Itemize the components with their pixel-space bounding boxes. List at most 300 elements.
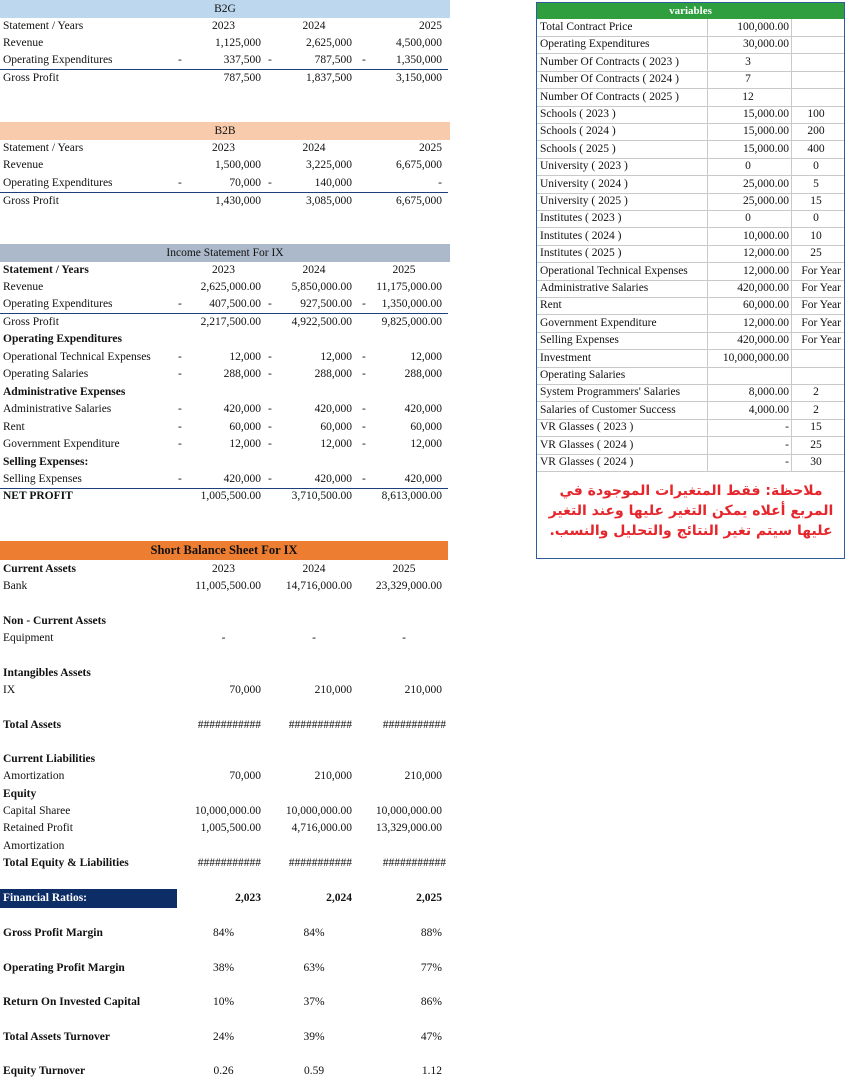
cell-2024: 140,000 (314, 177, 352, 189)
ratio-year-2023: 2,023 (235, 892, 261, 904)
row-label: Total Assets (3, 719, 62, 731)
variable-extra[interactable]: 25 (810, 247, 822, 259)
row-label: Rent (3, 421, 25, 433)
variable-row (537, 367, 844, 384)
cell-2023: 70,000 (229, 770, 261, 782)
variable-extra[interactable]: 5 (813, 178, 819, 190)
row-label: Amortization (3, 840, 65, 852)
variable-row (537, 350, 844, 367)
ratio-row (0, 994, 450, 1011)
income-header-row (0, 262, 450, 279)
variable-value[interactable]: 10,000.00 (743, 230, 789, 242)
income-row (0, 296, 450, 313)
variable-label: VR Glasses ( 2024 ) (540, 456, 634, 468)
cell-2025: 60,000 (410, 421, 442, 433)
variable-label: Operating Salaries (540, 369, 626, 381)
variables-title: variables (669, 5, 712, 17)
income-row (0, 349, 450, 366)
b2g-header-label: Statement / Years (3, 20, 84, 32)
cell-2023: 11,005,500.00 (195, 580, 261, 592)
b2g-row-gross-profit (0, 70, 450, 87)
b2g-header-row (0, 18, 450, 35)
cell-2025: ########### (382, 719, 446, 731)
income-row (0, 436, 450, 453)
variable-row (537, 437, 844, 454)
variable-row (537, 263, 844, 280)
variable-row (537, 141, 844, 158)
b2b-row-gross-profit (0, 193, 450, 210)
variable-value[interactable]: 7 (745, 73, 751, 85)
b2b-header-label: Statement / Years (3, 142, 84, 154)
variable-label: Operational Technical Expenses (540, 265, 688, 277)
variable-row (537, 245, 844, 262)
balance-row-total-assets (0, 717, 450, 734)
cell-2024: ########### (288, 857, 352, 869)
variable-value[interactable]: 15,000.00 (743, 108, 789, 120)
neg-sign: - (178, 438, 182, 450)
ratio-label: Total Assets Turnover (3, 1031, 110, 1043)
cell-2024: 4,716,000.00 (291, 822, 352, 834)
variable-extra[interactable]: 30 (810, 456, 822, 468)
cell-2025: 12,000 (410, 438, 442, 450)
cell-2023: 10% (212, 996, 235, 1008)
cell-2025: - (438, 177, 442, 189)
neg-sign: - (178, 298, 182, 310)
income-year-2023: 2023 (212, 264, 235, 276)
cell-2024: 2,625,000 (306, 37, 352, 49)
variable-row (537, 71, 844, 88)
variable-row (537, 176, 844, 193)
variable-row (537, 123, 844, 140)
variable-label: Total Contract Price (540, 21, 633, 33)
variable-row (537, 36, 844, 53)
cell-2023: 70,000 (229, 684, 261, 696)
ratio-row (0, 1029, 450, 1046)
cell-2024: 10,000,000.00 (285, 805, 352, 817)
neg-sign: - (178, 177, 182, 189)
cell-2025: 420,000 (404, 473, 442, 485)
row-label: IX (3, 684, 16, 696)
variable-gridline (537, 471, 844, 472)
row-label: Operational Technical Expenses (3, 351, 151, 363)
cell-2025: 6,675,000 (396, 195, 442, 207)
non-current-assets-label: Non - Current Assets (3, 615, 106, 627)
neg-sign: - (268, 403, 272, 415)
cell-2025: 3,150,000 (396, 72, 442, 84)
variable-extra[interactable]: 2 (813, 386, 819, 398)
variable-label: Number Of Contracts ( 2023 ) (540, 56, 679, 68)
variable-value[interactable]: 15,000.00 (743, 143, 789, 155)
cell-2025: 11,175,000.00 (376, 281, 442, 293)
variable-label: Selling Expenses (540, 334, 619, 346)
cell-2023: 70,000 (229, 177, 261, 189)
variable-row (537, 210, 844, 227)
neg-sign: - (178, 368, 182, 380)
neg-sign: - (268, 177, 272, 189)
variable-label: Operating Expenditures (540, 38, 650, 50)
ratio-row (0, 925, 450, 942)
cell-2025: 4,500,000 (396, 37, 442, 49)
cell-2024: 927,500.00 (300, 298, 352, 310)
variable-label: Institutes ( 2025 ) (540, 247, 622, 259)
variable-value[interactable]: 0 (745, 212, 751, 224)
neg-sign: - (362, 54, 366, 66)
cell-2023: 84% (212, 927, 235, 939)
b2b-year-2025: 2025 (419, 142, 442, 154)
income-row (0, 384, 450, 401)
cell-2024: 63% (303, 962, 325, 974)
cell-2025: 420,000 (404, 403, 442, 415)
cell-2024: 3,710,500.00 (291, 490, 352, 502)
variable-column-line (791, 19, 792, 471)
balance-title-band (0, 541, 448, 560)
cell-2024: 210,000 (314, 684, 352, 696)
cell-2023: 1,005,500.00 (200, 822, 261, 834)
row-label: Capital Sharee (3, 805, 71, 817)
variable-row (537, 384, 844, 401)
variable-value[interactable]: 25,000.00 (743, 195, 789, 207)
neg-sign: - (178, 473, 182, 485)
variable-label: University ( 2024 ) (540, 178, 628, 190)
neg-sign: - (362, 473, 366, 485)
intangibles-label: Intangibles Assets (3, 667, 91, 679)
variable-extra[interactable]: 200 (807, 125, 825, 137)
variable-extra[interactable]: 2 (813, 404, 819, 416)
cell-2024: 60,000 (320, 421, 352, 433)
ratios-title: Financial Ratios: (3, 892, 88, 904)
income-row (0, 454, 450, 471)
variable-value[interactable]: 30,000.00 (743, 38, 789, 50)
variable-label: Schools ( 2023 ) (540, 108, 616, 120)
variable-extra[interactable]: For Year (801, 299, 841, 311)
variable-extra[interactable]: For Year (801, 265, 841, 277)
row-label: Operating Salaries (3, 368, 89, 380)
variable-row (537, 193, 844, 210)
variable-row (537, 419, 844, 436)
cell-2025: 8,613,000.00 (381, 490, 442, 502)
neg-sign: - (362, 421, 366, 433)
variable-extra[interactable]: 25 (810, 439, 822, 451)
balance-year-2023: 2023 (212, 563, 235, 575)
cell-2023: 10,000,000.00 (194, 805, 261, 817)
neg-sign: - (362, 298, 366, 310)
variable-value[interactable]: 15,000.00 (743, 125, 789, 137)
row-label: Selling Expenses: (3, 456, 89, 468)
variable-extra[interactable]: 0 (813, 160, 819, 172)
variable-row (537, 19, 844, 36)
ratio-row (0, 960, 450, 977)
balance-row-bank (0, 578, 450, 595)
row-label: Administrative Salaries (3, 403, 112, 415)
variable-extra[interactable]: 400 (807, 143, 825, 155)
cell-2023: 2,625,000.00 (200, 281, 261, 293)
cell-2025: 12,000 (410, 351, 442, 363)
cell-2024: 14,716,000.00 (285, 580, 352, 592)
balance-title: Short Balance Sheet For IX (150, 543, 298, 557)
balance-row-equity (0, 786, 450, 803)
variable-value[interactable]: 4,000.00 (748, 404, 789, 416)
income-title: Income Statement For IX (166, 247, 284, 259)
ratio-row (0, 1063, 450, 1080)
variable-row (537, 280, 844, 297)
cell-2024: 12,000 (320, 438, 352, 450)
variable-label: Government Expenditure (540, 317, 657, 329)
cell-2024: 12,000 (320, 351, 352, 363)
ratio-label: Return On Invested Capital (3, 996, 141, 1008)
variable-row (537, 158, 844, 175)
cell-2025: 1,350,000.00 (381, 298, 442, 310)
variables-note: ملاحظة: فقط المتغيرات الموجودة في المربع أعلاه يمكن التغير عليها وعند التغير عليها سيتم تغير النتائج والتحليل والنسب. (548, 483, 834, 539)
variable-extra[interactable]: For Year (801, 282, 841, 294)
variable-value[interactable]: - (785, 421, 789, 433)
cell-2024: 1,837,500 (306, 72, 352, 84)
variable-label: VR Glasses ( 2023 ) (540, 421, 634, 433)
cell-2024: 84% (303, 927, 325, 939)
cell-2024: 288,000 (314, 368, 352, 380)
variable-row (537, 297, 844, 314)
row-label: Operating Expenditures (3, 177, 113, 189)
row-label: Government Expenditure (3, 438, 120, 450)
cell-2023: ########### (197, 719, 261, 731)
balance-row-ix (0, 682, 450, 699)
balance-row-equipment (0, 630, 450, 647)
row-label: Gross Profit (3, 195, 59, 207)
b2g-year-2024: 2024 (302, 20, 326, 32)
variable-value[interactable]: - (785, 456, 789, 468)
neg-sign: - (178, 421, 182, 433)
variable-row (537, 402, 844, 419)
variable-row (537, 454, 844, 471)
cell-2023: 38% (212, 962, 235, 974)
neg-sign: - (268, 438, 272, 450)
cell-2023: ########### (197, 857, 261, 869)
balance-row-amortization (0, 768, 450, 785)
income-row (0, 419, 450, 436)
variable-value[interactable]: 100,000.00 (737, 21, 789, 33)
row-label: NET PROFIT (3, 490, 73, 502)
row-label: Administrative Expenses (3, 386, 126, 398)
variable-label: Schools ( 2025 ) (540, 143, 616, 155)
variable-row (537, 315, 844, 332)
neg-sign (268, 314, 278, 331)
neg-sign: - (362, 368, 366, 380)
row-label: Retained Profit (3, 822, 73, 834)
balance-row-total-equity (0, 855, 450, 872)
income-row (0, 401, 450, 418)
variable-value[interactable]: 60,000.00 (743, 299, 789, 311)
variable-extra[interactable]: 0 (813, 212, 819, 224)
variable-row (537, 89, 844, 106)
variable-label: VR Glasses ( 2024 ) (540, 439, 634, 451)
variable-value[interactable]: 10,000,000.00 (722, 352, 789, 364)
cell-2023: 12,000 (229, 351, 261, 363)
neg-sign: - (178, 54, 182, 66)
variable-value[interactable]: 8,000.00 (748, 386, 789, 398)
cell-2025: 210,000 (404, 770, 442, 782)
income-header-label: Statement / Years (3, 264, 89, 276)
neg-sign: - (362, 438, 366, 450)
income-row (0, 314, 450, 331)
cell-2024: 210,000 (314, 770, 352, 782)
cell-2023: 12,000 (229, 438, 261, 450)
equity-label: Equity (3, 788, 37, 800)
cell-2023: 1,005,500.00 (200, 490, 261, 502)
variables-panel (536, 2, 845, 559)
row-label: Revenue (3, 159, 44, 171)
cell-2023: 1,500,000 (215, 159, 261, 171)
variable-value[interactable]: 0 (745, 160, 751, 172)
income-row (0, 488, 450, 505)
variable-label: Schools ( 2024 ) (540, 125, 616, 137)
cell-2023: 420,000 (223, 403, 261, 415)
variable-value[interactable]: 3 (745, 56, 751, 68)
cell-2024: 37% (303, 996, 325, 1008)
variable-label: Institutes ( 2024 ) (540, 230, 622, 242)
variable-row (537, 228, 844, 245)
cell-2023: 2,217,500.00 (200, 316, 261, 328)
variable-value[interactable]: 420,000.00 (737, 334, 789, 346)
cell-2023: 288,000 (223, 368, 261, 380)
variable-extra[interactable]: 15 (810, 421, 822, 433)
cell-2024: - (312, 632, 316, 644)
b2g-year-2025: 2025 (419, 20, 442, 32)
variable-extra[interactable]: For Year (801, 334, 841, 346)
income-year-2024: 2024 (302, 264, 326, 276)
neg-sign: - (178, 351, 182, 363)
cell-2023: - (221, 632, 226, 644)
neg-sign: - (268, 298, 272, 310)
row-label: Operating Expenditures (3, 333, 122, 345)
neg-sign: - (268, 473, 272, 485)
b2b-title-band (0, 122, 450, 140)
income-year-2025: 2025 (392, 264, 416, 276)
balance-row-noncurrent (0, 613, 450, 630)
balance-year-2025: 2025 (392, 563, 416, 575)
income-row (0, 471, 450, 488)
cell-2024: 787,500 (314, 54, 352, 66)
cell-2023: 337,500 (223, 54, 261, 66)
b2g-row-opex (0, 52, 450, 69)
balance-row-amortization-2 (0, 838, 450, 855)
variable-label: Institutes ( 2023 ) (540, 212, 622, 224)
cell-2024: 3,225,000 (306, 159, 352, 171)
income-title-band (0, 244, 450, 262)
cell-2024: ########### (288, 719, 352, 731)
row-label: Operating Expenditures (3, 298, 113, 310)
variable-column-line (707, 19, 708, 471)
row-label: Selling Expenses (3, 473, 82, 485)
ratio-year-2025: 2,025 (416, 892, 442, 904)
cell-2025: 13,329,000.00 (375, 822, 442, 834)
cell-2025: 77% (420, 962, 442, 974)
b2g-row-revenue (0, 35, 450, 52)
cell-2025: 47% (420, 1031, 442, 1043)
b2g-year-2023: 2023 (212, 20, 235, 32)
neg-sign: - (362, 351, 366, 363)
income-row (0, 366, 450, 383)
cell-2024: 4,922,500.00 (291, 316, 352, 328)
row-label: Revenue (3, 37, 44, 49)
variable-extra[interactable]: 100 (807, 108, 825, 120)
row-label: Total Equity & Liabilities (3, 857, 129, 869)
cell-2023: 1,125,000 (215, 37, 261, 49)
variable-value[interactable]: 420,000.00 (737, 282, 789, 294)
cell-2025: 86% (420, 996, 442, 1008)
row-label: Operating Expenditures (3, 54, 113, 66)
variable-value[interactable]: 12,000.00 (743, 247, 789, 259)
row-label: Gross Profit (3, 72, 59, 84)
variable-label: Number Of Contracts ( 2025 ) (540, 91, 679, 103)
neg-sign (268, 279, 278, 296)
balance-year-2024: 2024 (302, 563, 326, 575)
b2b-year-2023: 2023 (212, 142, 235, 154)
balance-row-current-liabilities (0, 751, 450, 768)
ratios-header-row (0, 890, 450, 907)
cell-2023: 407,500.00 (209, 298, 261, 310)
balance-row-capital (0, 803, 450, 820)
cell-2025: 1,350,000 (396, 54, 442, 66)
ratio-year-2024: 2,024 (326, 892, 352, 904)
balance-header-row (0, 561, 450, 578)
variable-extra[interactable]: For Year (801, 317, 841, 329)
variable-value[interactable]: 12,000.00 (743, 265, 789, 277)
cell-2025: 288,000 (404, 368, 442, 380)
balance-row-retained (0, 820, 450, 837)
row-label: Gross Profit (3, 316, 59, 328)
cell-2023: 60,000 (229, 421, 261, 433)
b2b-header-row (0, 140, 450, 157)
ratio-label: Gross Profit Margin (3, 927, 103, 939)
variable-label: University ( 2023 ) (540, 160, 628, 172)
cell-2025: 88% (420, 927, 442, 939)
ratio-label: Equity Turnover (3, 1065, 86, 1077)
cell-2025: 23,329,000.00 (375, 580, 442, 592)
b2b-row-revenue (0, 157, 450, 174)
variable-value[interactable]: 25,000.00 (743, 178, 789, 190)
variable-value[interactable]: 12,000.00 (743, 317, 789, 329)
income-row (0, 279, 450, 296)
variable-label: Number Of Contracts ( 2024 ) (540, 73, 679, 85)
cell-2023: 0.26 (213, 1065, 234, 1077)
neg-sign: - (362, 403, 366, 415)
cell-2025: - (402, 632, 406, 644)
variables-title-band (537, 3, 844, 19)
variable-row (537, 106, 844, 123)
cell-2025: 6,675,000 (396, 159, 442, 171)
variable-row (537, 332, 844, 349)
current-liabilities-label: Current Liabilities (3, 753, 96, 765)
cell-2024: 3,085,000 (306, 195, 352, 207)
variable-value[interactable]: 12 (742, 91, 754, 103)
neg-sign: - (268, 368, 272, 380)
cell-2023: 1,430,000 (215, 195, 261, 207)
balance-row-intangibles (0, 665, 450, 682)
neg-sign (268, 488, 278, 505)
b2b-title: B2B (214, 125, 236, 137)
row-label: Amortization (3, 770, 65, 782)
neg-sign: - (178, 403, 182, 415)
row-label: Bank (3, 580, 28, 592)
variable-value[interactable]: - (785, 439, 789, 451)
variable-label: System Programmers' Salaries (540, 386, 681, 398)
variable-label: Investment (540, 352, 592, 364)
cell-2025: ########### (382, 857, 446, 869)
cell-2024: 39% (303, 1031, 325, 1043)
variable-extra[interactable]: 10 (810, 230, 822, 242)
variable-extra[interactable]: 15 (810, 195, 822, 207)
cell-2024: 0.59 (303, 1065, 325, 1077)
neg-sign: - (268, 351, 272, 363)
